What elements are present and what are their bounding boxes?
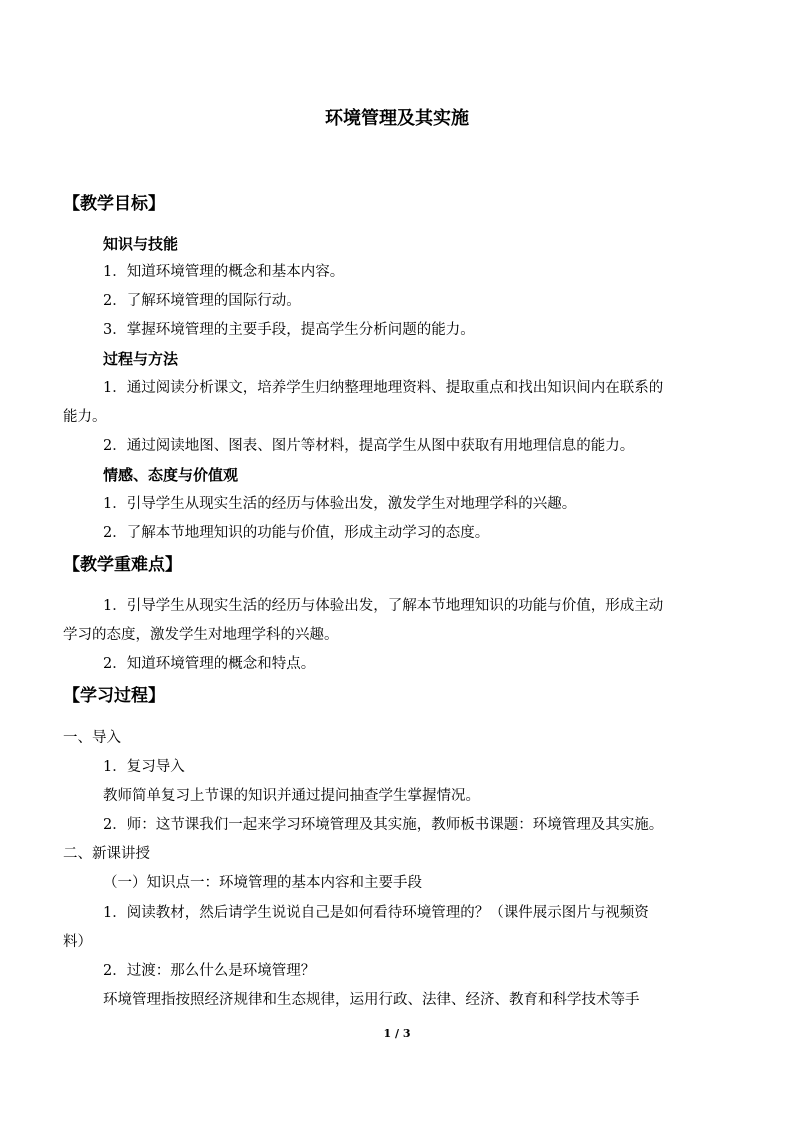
list-item: 2．了解本节地理知识的功能与价值，形成主动学习的态度。 [103,525,490,541]
section-heading-objectives: 【教学目标】 [63,194,165,214]
list-item: 1．知道环境管理的概念和基本内容。 [103,264,345,280]
section-heading-learning-process: 【学习过程】 [63,686,165,706]
knowledge-point-heading: （一）知识点一：环境管理的基本内容和主要手段 [103,875,422,891]
list-item: 1．通过阅读分析课文，培养学生归纳整理地理资料、提取重点和找出知识间内在联系的 [103,380,664,396]
list-item: 1．复习导入 [103,759,185,775]
list-item: 1．引导学生从现实生活的经历与体验出发，了解本节地理知识的功能与价值，形成主动 [103,598,664,614]
subheading-knowledge-skills: 知识与技能 [103,235,179,253]
list-item: 2．知道环境管理的概念和特点。 [103,656,316,672]
list-item: 1．阅读教材，然后请学生说说自己是如何看待环境管理的？（课件展示图片与视频资 [103,905,649,921]
paragraph: 教师简单复习上节课的知识并通过提问抽查学生掌握情况。 [103,788,480,804]
list-item-continuation: 料） [63,934,92,950]
list-item-continuation: 学习的态度，激发学生对地理学科的兴趣。 [63,627,339,643]
list-item-continuation: 能力。 [63,409,107,425]
list-item: 2．了解环境管理的国际行动。 [103,293,301,309]
list-item: 2．过渡：那么什么是环境管理？ [103,963,316,979]
paragraph: 环境管理指按照经济规律和生态规律，运用行政、法律、经济、教育和科学技术等手 [103,992,640,1008]
subheading-emotion-values: 情感、态度与价值观 [103,466,239,484]
list-item: 2．通过阅读地图、图表、图片等材料，提高学生从图中获取有用地理信息的能力。 [103,438,635,454]
list-item: 3．掌握环境管理的主要手段，提高学生分析问题的能力。 [103,322,475,338]
list-item: 1．引导学生从现实生活的经历与体验出发，激发学生对地理学科的兴趣。 [103,496,577,512]
subsection-heading-intro: 一、导入 [63,730,121,746]
subheading-process-methods: 过程与方法 [103,350,179,368]
section-heading-key-points: 【教学重难点】 [63,555,182,575]
subsection-heading-new-lesson: 二、新课讲授 [63,846,150,862]
page-number: 1 / 3 [383,1027,411,1040]
list-item: 2．师：这节课我们一起来学习环境管理及其实施，教师板书课题：环境管理及其实施。 [103,817,664,833]
document-title: 环境管理及其实施 [325,108,469,129]
